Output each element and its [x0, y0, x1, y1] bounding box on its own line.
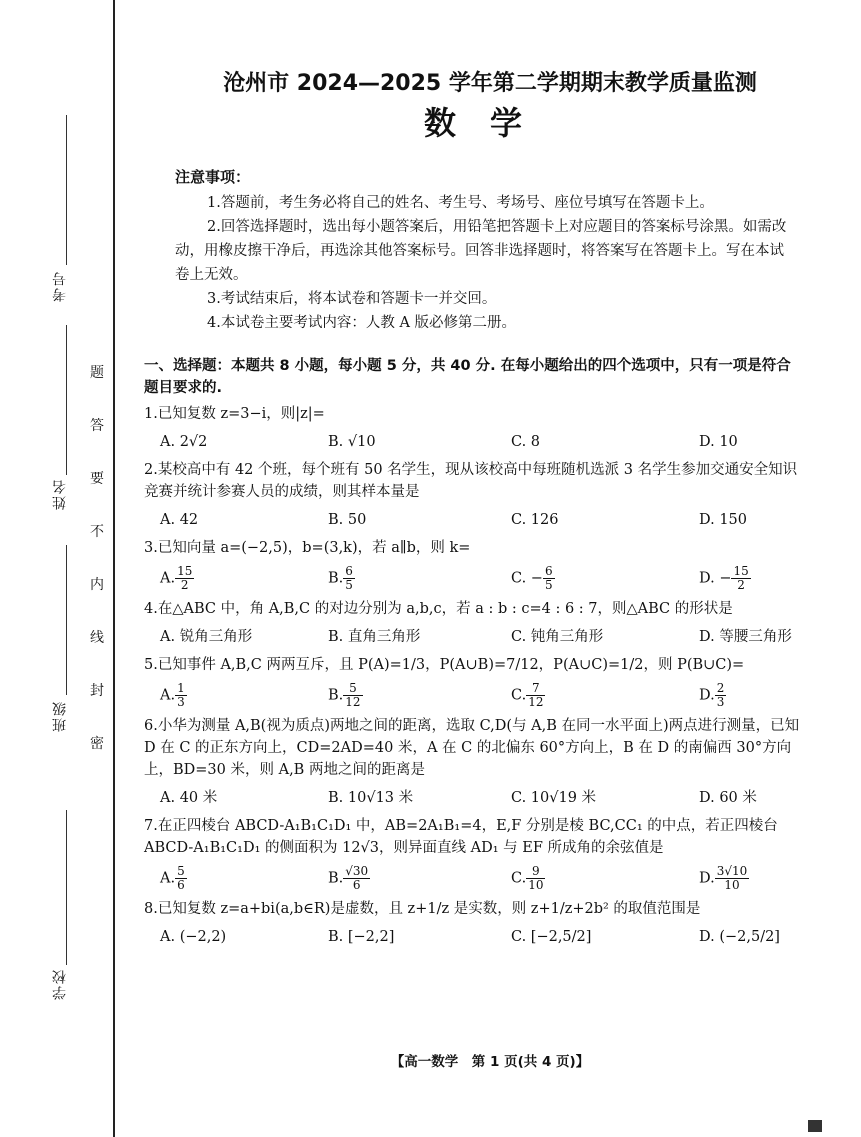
fraction — [526, 865, 545, 892]
question-3 — [144, 537, 804, 592]
option-letter: D. — [699, 687, 715, 704]
option-row — [160, 565, 804, 592]
option-a: A. 锐角三角形 — [160, 629, 253, 645]
question-stem: 7.在正四棱台 ABCD-A₁B₁C₁D₁ 中，AB=2A₁B₁=4，E,F 分别是棱 BC,CC₁ 的中点，若正四棱台 ABCD-A₁B₁C₁D₁ 的侧面积为 12√3，则异面直线 AD₁ 与 EF 所成角的余弦值是 — [144, 818, 778, 856]
option-letter: B. — [328, 870, 344, 887]
option-d: D. 60 米 — [699, 790, 757, 806]
notice-heading: 注意事项： — [175, 168, 251, 186]
fraction — [715, 865, 750, 892]
question-stem: 8.已知复数 z=a+bi(a,b∈R)是虚数，且 z+1/z 是实数，则 z+1/z+2b² 的取值范围是 — [144, 901, 701, 917]
denominator: 5 — [345, 578, 353, 592]
denominator: 2 — [180, 578, 189, 592]
seal-char: 要 — [90, 471, 104, 487]
question-stem: 5.已知事件 A,B,C 两两互斥，且 P(A)=1/3，P(A∪B)=7/12，P(A∪C)=1/2，则 P(B∪C)= — [144, 657, 745, 673]
denominator: 12 — [345, 695, 361, 709]
fraction — [175, 682, 187, 709]
option-c — [511, 865, 699, 892]
fraction — [175, 865, 187, 892]
option-row — [160, 626, 804, 648]
option-row — [160, 509, 804, 531]
option-letter: A. — [160, 570, 176, 587]
seal-warning — [86, 362, 108, 786]
numerator: 5 — [343, 682, 362, 696]
numerator: 9 — [526, 865, 545, 879]
option-letter: B. — [328, 687, 344, 704]
notice-item: 4.本试卷主要考试内容：人教 A 版必修第二册。 — [207, 315, 517, 331]
fraction — [343, 682, 362, 709]
question-5 — [144, 654, 804, 709]
page-footer: 【高一数学 第 1 页(共 4 页)】 — [390, 1054, 590, 1070]
option-row — [160, 926, 804, 948]
option-letter: B. — [328, 570, 344, 587]
class-line — [66, 545, 67, 695]
subject-title: 数学 — [423, 104, 556, 142]
denominator: 3 — [716, 695, 725, 709]
option-d — [699, 565, 809, 592]
question-stem: 6.小华为测量 A,B(视为质点)两地之间的距离，选取 C,D(与 A,B 在同一水平面上)两点进行测量，已知 D 在 C 的正东方向上，CD=2AD=40 米，A 在 C 的北偏东 60°方向上，B 在 D 的南偏西 30°方向上，BD=30 米，则 A,B 两地之间的距离是 — [144, 718, 800, 778]
option-b — [328, 682, 511, 709]
question-6 — [144, 715, 804, 809]
numerator: 6 — [544, 564, 553, 578]
exam-title: 沧州市 2024—2025 学年第二学期期末教学质量监测 — [223, 71, 757, 96]
option-row — [160, 787, 804, 809]
question-stem: 1.已知复数 z=3−i，则|z|= — [144, 406, 325, 422]
notice-item: 3.考试结束后，将本试卷和答题卡一并交回。 — [207, 291, 497, 307]
option-row — [160, 431, 804, 453]
seal-char: 内 — [90, 577, 104, 593]
fraction — [731, 565, 750, 592]
option-b: B. [−2,2] — [328, 929, 395, 945]
option-a: A. (−2,2) — [160, 929, 227, 945]
numerator: 1 — [177, 681, 185, 695]
option-a: A. 42 — [160, 512, 199, 528]
fraction — [543, 565, 555, 592]
option-row — [160, 682, 804, 709]
option-d: D. 150 — [699, 512, 748, 528]
qr-code-icon — [808, 1120, 822, 1132]
name-line — [66, 325, 67, 475]
denominator: 6 — [177, 878, 185, 892]
denominator: 10 — [724, 878, 740, 892]
class-label: 班级 — [52, 700, 68, 732]
option-letter: C. − — [511, 570, 543, 587]
seal-char: 答 — [90, 418, 104, 434]
option-letter: A. — [160, 687, 176, 704]
option-b — [328, 565, 511, 592]
exam-number-line — [66, 115, 67, 265]
seal-char: 不 — [90, 524, 104, 540]
section-heading: 一、选择题：本题共 8 小题，每小题 5 分，共 40 分. 在每小题给出的四个选项中，只有一项是符合题目要求的. — [144, 358, 791, 396]
option-letter: C. — [511, 870, 527, 887]
option-c — [511, 682, 699, 709]
numerator: 2 — [716, 681, 725, 695]
denominator: 5 — [544, 578, 553, 592]
option-d: D. (−2,5/2] — [699, 929, 780, 945]
option-a: A. 2√2 — [160, 434, 208, 450]
option-letter: A. — [160, 870, 176, 887]
option-c: C. [−2,5/2] — [511, 929, 592, 945]
question-stem: 3.已知向量 a=(−2,5)，b=(3,k)，若 a∥b，则 k= — [144, 540, 471, 556]
fraction — [343, 565, 355, 592]
question-7 — [144, 815, 804, 892]
option-c — [511, 565, 699, 592]
option-d: D. 10 — [699, 434, 738, 450]
option-a: A. 40 米 — [160, 790, 218, 806]
option-d — [699, 865, 809, 892]
option-d — [699, 682, 809, 709]
seal-char: 线 — [90, 630, 104, 646]
seal-char: 题 — [90, 365, 104, 381]
question-4 — [144, 598, 804, 648]
fraction — [175, 565, 194, 592]
question-1 — [144, 403, 804, 453]
option-c: C. 126 — [511, 512, 559, 528]
option-b: B. √10 — [328, 434, 376, 450]
numerator: √30 — [345, 864, 369, 878]
school-label: 学校 — [52, 968, 68, 1000]
option-letter: D. — [699, 870, 715, 887]
option-row — [160, 865, 804, 892]
option-b: B. 直角三角形 — [328, 629, 421, 645]
seal-char: 密 — [90, 736, 104, 752]
denominator: 6 — [352, 878, 361, 892]
option-c: C. 钝角三角形 — [511, 629, 604, 645]
question-2 — [144, 459, 804, 531]
option-b: B. 50 — [328, 512, 367, 528]
binding-line — [113, 0, 115, 1137]
question-8 — [144, 898, 804, 948]
option-a — [160, 682, 328, 709]
denominator: 2 — [737, 578, 745, 592]
denominator: 3 — [177, 695, 185, 709]
numerator: 15 — [733, 564, 749, 578]
seal-char: 封 — [90, 683, 104, 699]
question-stem: 2.某校高中有 42 个班，每个班有 50 名学生，现从该校高中每班随机选派 3 名学生参加交通安全知识竞赛并统计参赛人员的成绩，则其样本量是 — [144, 462, 798, 500]
option-letter: C. — [511, 687, 527, 704]
denominator: 10 — [528, 878, 544, 892]
exam-number-label: 考号 — [52, 270, 68, 302]
school-line — [66, 810, 67, 965]
fraction — [715, 682, 727, 709]
option-d: D. 等腰三角形 — [699, 629, 792, 645]
option-c: C. 10√19 米 — [511, 790, 597, 806]
numerator: 7 — [526, 682, 545, 696]
option-letter: D. − — [699, 570, 732, 587]
question-stem: 4.在△ABC 中，角 A,B,C 的对边分别为 a,b,c，若 a : b : c=4 : 6 : 7，则△ABC 的形状是 — [144, 601, 733, 617]
question-section — [144, 355, 804, 954]
option-a — [160, 565, 328, 592]
numerator: 6 — [345, 564, 353, 578]
numerator: 5 — [177, 864, 185, 878]
option-a — [160, 865, 328, 892]
fraction — [343, 865, 370, 892]
fraction — [526, 682, 545, 709]
denominator: 12 — [528, 695, 544, 709]
option-b — [328, 865, 511, 892]
numerator: 3√10 — [716, 864, 748, 878]
notice-item: 1.答题前，考生务必将自己的姓名、考生号、考场号、座位号填写在答题卡上。 — [207, 195, 714, 211]
notice-item: 2.回答选择题时，选出每小题答案后，用铅笔把答题卡上对应题目的答案标号涂黑。如需改动，用橡皮擦干净后，再选涂其他答案标号。回答非选择题时，将答案写在答题卡上。写在本试卷上无效。 — [175, 219, 787, 283]
option-c: C. 8 — [511, 434, 541, 450]
notice-block — [175, 165, 795, 335]
option-b: B. 10√13 米 — [328, 790, 414, 806]
name-label: 姓名 — [52, 478, 68, 510]
numerator: 15 — [177, 564, 193, 578]
